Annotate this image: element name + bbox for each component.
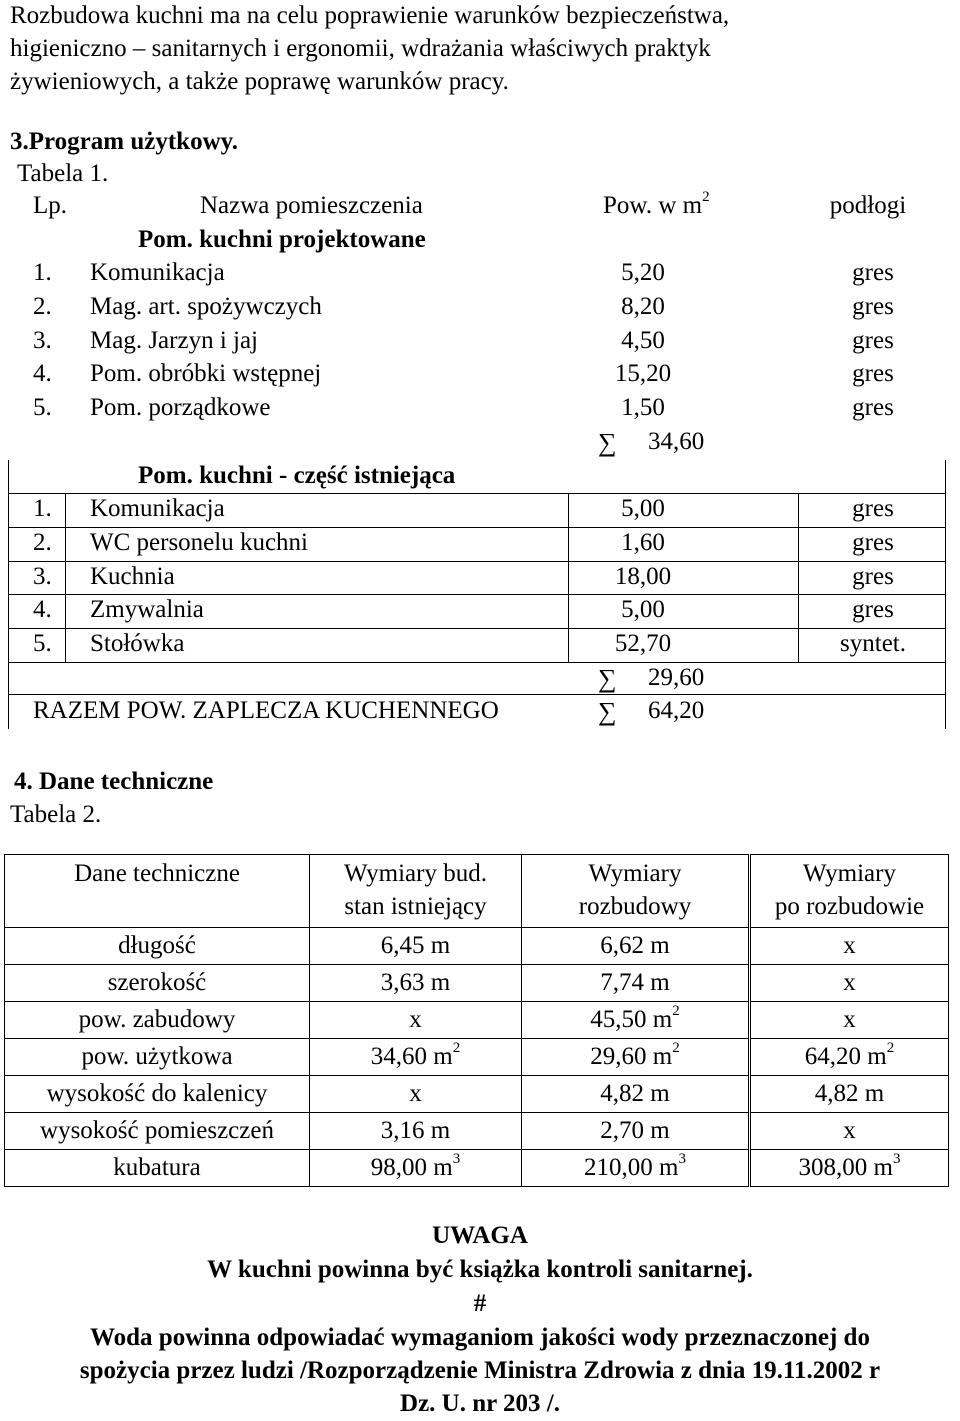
value-sup: 3	[892, 1150, 901, 1167]
row-area: 1,60	[621, 528, 665, 556]
table-row	[5, 1150, 949, 1187]
cell-divider	[65, 594, 66, 628]
row-area: 1,50	[621, 394, 665, 422]
row-value	[750, 1039, 949, 1076]
value-sup: 2	[452, 1039, 461, 1056]
value-text: 308,00 m	[798, 1153, 893, 1181]
row-area: 4,50	[621, 326, 665, 354]
total-row	[8, 695, 946, 729]
row-value	[310, 1039, 522, 1076]
value-text: 7,74 m	[600, 968, 670, 996]
value-sup: 2	[886, 1039, 895, 1056]
row-value	[750, 965, 949, 1002]
row-room-name: Komunikacja	[90, 495, 225, 523]
note-line: Dz. U. nr 203 /.	[400, 1390, 560, 1417]
table-row	[8, 325, 946, 359]
cell-divider	[65, 628, 66, 662]
table-row	[5, 965, 949, 1002]
table-1-label: Tabela 1.	[17, 160, 109, 187]
value-text: 29,60 m	[590, 1042, 673, 1070]
value-text: 98,00 m	[370, 1153, 453, 1181]
table-row	[8, 527, 946, 561]
row-lp: 4.	[33, 596, 52, 624]
table-row	[5, 1039, 949, 1076]
note-line: spożycia przez ludzi /Rozporządzenie Ministra Zdrowia z dnia 19.11.2002 r	[79, 1357, 881, 1384]
note-line: W kuchni powinna być książka kontroli sanitarnej.	[207, 1256, 753, 1283]
table-row	[8, 594, 946, 628]
row-area: 5,20	[621, 259, 665, 287]
table-row	[8, 493, 946, 527]
value-text: 45,50 m	[590, 1005, 673, 1033]
row-lp: 2.	[33, 528, 52, 556]
row-room-name: Stołówka	[90, 629, 185, 657]
value-text: 4,82 m	[600, 1079, 670, 1107]
rooms-table	[8, 190, 946, 729]
value-text: 3,63 m	[380, 968, 451, 996]
header-line: po rozbudowie	[774, 892, 925, 920]
group-sum-value: 29,60	[648, 663, 705, 691]
intro-line: Rozbudowa kuchni ma na celu poprawienie warunków bezpieczeństwa,	[10, 2, 730, 29]
value-text: x	[409, 1005, 422, 1033]
row-room-name: Mag. art. spożywczych	[90, 293, 322, 321]
row-lp: 2.	[33, 293, 52, 321]
header-cell	[522, 855, 750, 928]
intro-line: żywieniowych, a także poprawę warunków pracy.	[10, 68, 509, 95]
row-lp: 3.	[33, 562, 52, 590]
row-floor: gres	[852, 596, 894, 624]
value-text: x	[409, 1079, 422, 1107]
row-floor: gres	[852, 528, 894, 556]
header-area	[603, 190, 753, 223]
header-line: stan istniejący	[344, 892, 487, 920]
table-1-header	[8, 190, 946, 224]
header-room-name: Nazwa pomieszczenia	[200, 192, 423, 219]
row-value	[522, 928, 750, 965]
row-area: 15,20	[614, 360, 672, 388]
intro-paragraph	[10, 0, 950, 99]
row-floor: gres	[852, 562, 894, 590]
row-room-name: Pom. obróbki wstępnej	[90, 360, 322, 388]
header-line: Wymiary	[803, 860, 896, 888]
note-heading: UWAGA	[432, 1222, 528, 1249]
value-text: 64,20 m	[804, 1042, 887, 1070]
row-value	[522, 1150, 750, 1187]
row-lp: 5.	[33, 629, 52, 657]
row-area: 18,00	[614, 562, 672, 590]
row-label: kubatura	[5, 1150, 310, 1187]
table-row	[8, 392, 946, 426]
sum-symbol: ∑	[598, 427, 617, 457]
row-floor: gres	[852, 259, 894, 287]
header-line: Wymiary	[588, 860, 682, 888]
row-area: 5,00	[621, 596, 665, 624]
header-cell	[5, 855, 310, 928]
row-value	[522, 1039, 750, 1076]
row-value	[522, 1002, 750, 1039]
table-row	[8, 291, 946, 325]
total-label: RAZEM POW. ZAPLECZA KUCHENNEGO	[33, 697, 499, 725]
row-room-name: Zmywalnia	[90, 596, 204, 624]
table-row	[8, 628, 946, 662]
row-value	[310, 1076, 522, 1113]
value-text: 3,16 m	[380, 1116, 451, 1144]
row-value	[310, 1150, 522, 1187]
cell-divider	[65, 527, 66, 561]
row-value	[310, 1113, 522, 1150]
row-lp: 1.	[33, 495, 52, 523]
table-row	[8, 561, 946, 595]
row-room-name: WC personelu kuchni	[90, 528, 309, 556]
row-room-name: Komunikacja	[90, 259, 225, 287]
technical-data-table	[4, 854, 949, 1187]
row-label: długość	[5, 928, 310, 965]
row-value	[750, 1002, 949, 1039]
row-lp: 1.	[33, 259, 52, 287]
header-area-text: Pow. w m	[603, 192, 703, 219]
row-value	[522, 1076, 750, 1113]
table-row	[5, 1113, 949, 1150]
group-title	[8, 224, 946, 258]
row-floor: gres	[852, 326, 894, 354]
value-text: x	[843, 968, 856, 996]
row-floor: gres	[852, 394, 894, 422]
section-3-title: 3.Program użytkowy.	[10, 128, 238, 155]
header-line: rozbudowy	[578, 892, 692, 920]
row-value	[750, 928, 949, 965]
header-cell	[750, 855, 949, 928]
table-row	[5, 1076, 949, 1113]
table-2-header	[5, 855, 949, 928]
row-label: wysokość pomieszczeń	[5, 1113, 310, 1150]
group-sum-row	[8, 426, 946, 460]
value-sup: 3	[678, 1150, 686, 1167]
value-text: x	[843, 1005, 856, 1033]
row-area: 8,20	[621, 293, 665, 321]
row-room-name: Mag. Jarzyn i jaj	[90, 326, 259, 354]
intro-line: higieniczno – sanitarnych i ergonomii, wdrażania właściwych praktyk	[10, 35, 711, 62]
row-floor: syntet.	[840, 629, 906, 657]
row-lp: 3.	[33, 326, 52, 354]
row-value	[750, 1076, 949, 1113]
row-lp: 4.	[33, 360, 52, 388]
table-row	[5, 1002, 949, 1039]
header-lp: Lp.	[33, 192, 68, 219]
table-row	[8, 358, 946, 392]
table-2-label: Tabela 2.	[10, 801, 102, 828]
row-floor: gres	[852, 495, 894, 523]
total-value: 64,20	[648, 697, 705, 725]
value-text: 6,62 m	[600, 931, 670, 959]
value-sup: 2	[672, 1039, 680, 1056]
header-cell	[310, 855, 522, 928]
header-line: Dane techniczne	[74, 860, 240, 888]
row-value	[522, 965, 750, 1002]
row-value	[310, 928, 522, 965]
value-text: x	[843, 1116, 856, 1144]
value-text: 4,82 m	[814, 1079, 885, 1107]
value-text: x	[843, 931, 856, 959]
row-label: pow. zabudowy	[5, 1002, 310, 1039]
table-row	[8, 257, 946, 291]
value-text: 34,60 m	[370, 1042, 453, 1070]
row-value	[310, 1002, 522, 1039]
sum-symbol: ∑	[598, 663, 617, 693]
row-divider	[8, 662, 946, 663]
row-area: 52,70	[614, 629, 672, 657]
note-separator: #	[473, 1290, 487, 1317]
group-title	[8, 460, 946, 494]
row-label: wysokość do kalenicy	[5, 1076, 310, 1113]
cell-divider	[65, 493, 66, 527]
row-floor: gres	[852, 293, 894, 321]
row-room-name: Pom. porządkowe	[90, 394, 271, 422]
value-text: 2,70 m	[600, 1116, 670, 1144]
header-line: Wymiary bud.	[344, 860, 487, 888]
row-value	[522, 1113, 750, 1150]
value-sup: 2	[672, 1002, 680, 1019]
row-room-name: Kuchnia	[90, 562, 175, 590]
group-title-text: Pom. kuchni projektowane	[138, 225, 426, 253]
value-text: 210,00 m	[584, 1153, 679, 1181]
header-area-sup: 2	[702, 189, 710, 205]
cell-divider	[65, 561, 66, 595]
note-line: Woda powinna odpowiadać wymaganiom jakości wody przeznaczonej do	[90, 1324, 870, 1351]
row-value	[750, 1150, 949, 1187]
table-row	[5, 928, 949, 965]
row-floor: gres	[852, 360, 894, 388]
group-sum-row	[8, 662, 946, 696]
group-sum-value: 34,60	[648, 427, 705, 455]
value-sup: 3	[452, 1150, 461, 1167]
header-line	[5, 891, 309, 924]
section-4-title: 4. Dane techniczne	[14, 768, 214, 795]
row-label: szerokość	[5, 965, 310, 1002]
row-label: pow. użytkowa	[5, 1039, 310, 1076]
row-value	[750, 1113, 949, 1150]
row-value	[310, 965, 522, 1002]
value-text: 6,45 m	[380, 931, 451, 959]
group-title-text: Pom. kuchni - część istniejąca	[138, 461, 456, 489]
row-area: 5,00	[621, 495, 665, 523]
sum-symbol: ∑	[598, 697, 617, 727]
header-floor: podłogi	[829, 192, 907, 219]
row-lp: 5.	[33, 394, 52, 422]
